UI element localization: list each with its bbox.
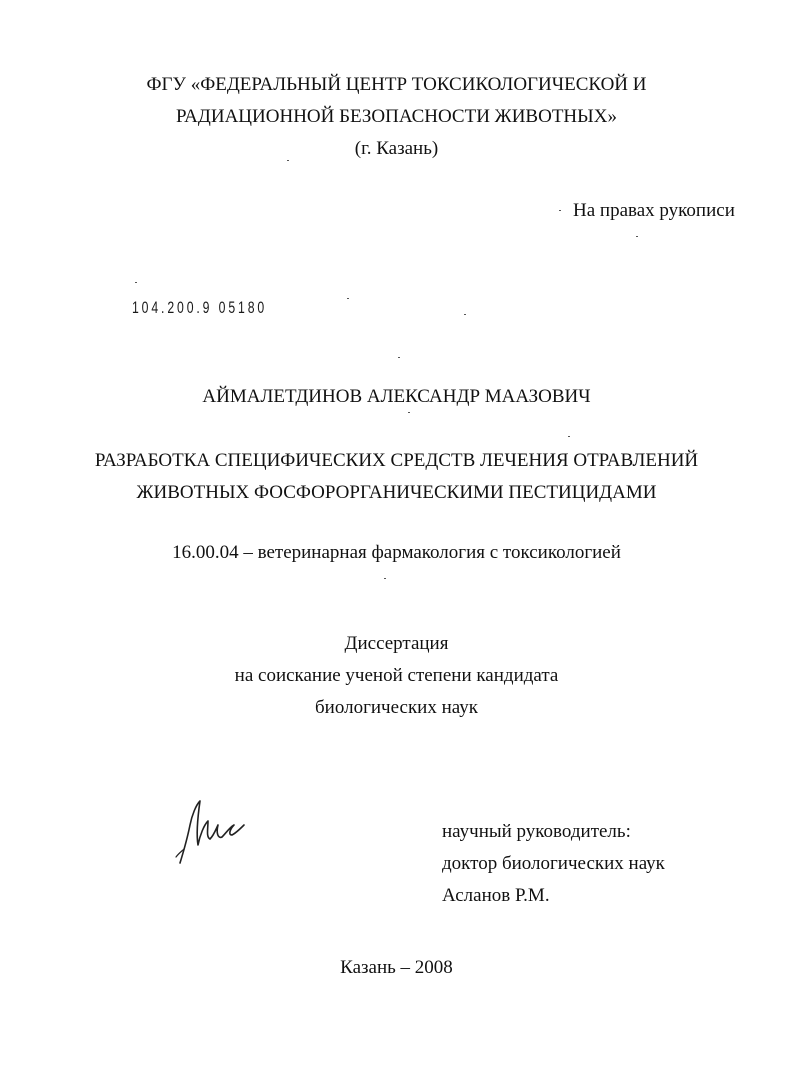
- scan-speck: [347, 298, 349, 299]
- scan-speck: [464, 314, 466, 315]
- degree-purpose: на соискание ученой степени кандидата: [234, 665, 559, 686]
- dissertation-title-line-1: РАЗРАБОТКА СПЕЦИФИЧЕСКИХ СРЕДСТВ ЛЕЧЕНИЯ ОТРАВЛЕНИЙ: [94, 450, 699, 471]
- supervisor-degree: доктор биологических наук: [442, 853, 665, 874]
- organization-line-1: ФГУ «ФЕДЕРАЛЬНЫЙ ЦЕНТР ТОКСИКОЛОГИЧЕСКОЙ И: [146, 74, 647, 95]
- manuscript-note: На правах рукописи: [573, 200, 735, 221]
- specialty-code: 16.00.04 – ветеринарная фармакология с токсикологией: [172, 542, 621, 563]
- organization-city: (г. Казань): [354, 138, 439, 159]
- scan-speck: [384, 578, 386, 579]
- document-type: Диссертация: [344, 633, 449, 654]
- place-and-year: Казань – 2008: [340, 957, 453, 978]
- scan-speck: [135, 282, 137, 283]
- scan-speck: [568, 436, 570, 437]
- handwritten-signature: [170, 795, 250, 870]
- scan-speck: [408, 412, 410, 413]
- supervisor-name: Асланов Р.М.: [442, 885, 550, 906]
- supervisor-label: научный руководитель:: [442, 821, 631, 842]
- dissertation-title-line-2: ЖИВОТНЫХ ФОСФОРОРГАНИЧЕСКИМИ ПЕСТИЦИДАМИ: [136, 482, 657, 503]
- catalog-number: 104.200.9 05180: [132, 298, 268, 317]
- scan-speck: [636, 236, 638, 237]
- scan-speck: [287, 160, 289, 161]
- scan-speck: [398, 357, 400, 358]
- author-name: АЙМАЛЕТДИНОВ АЛЕКСАНДР МААЗОВИЧ: [202, 386, 591, 407]
- organization-line-2: РАДИАЦИОННОЙ БЕЗОПАСНОСТИ ЖИВОТНЫХ»: [176, 106, 617, 127]
- degree-field: биологических наук: [315, 697, 478, 718]
- scan-speck: [559, 210, 561, 211]
